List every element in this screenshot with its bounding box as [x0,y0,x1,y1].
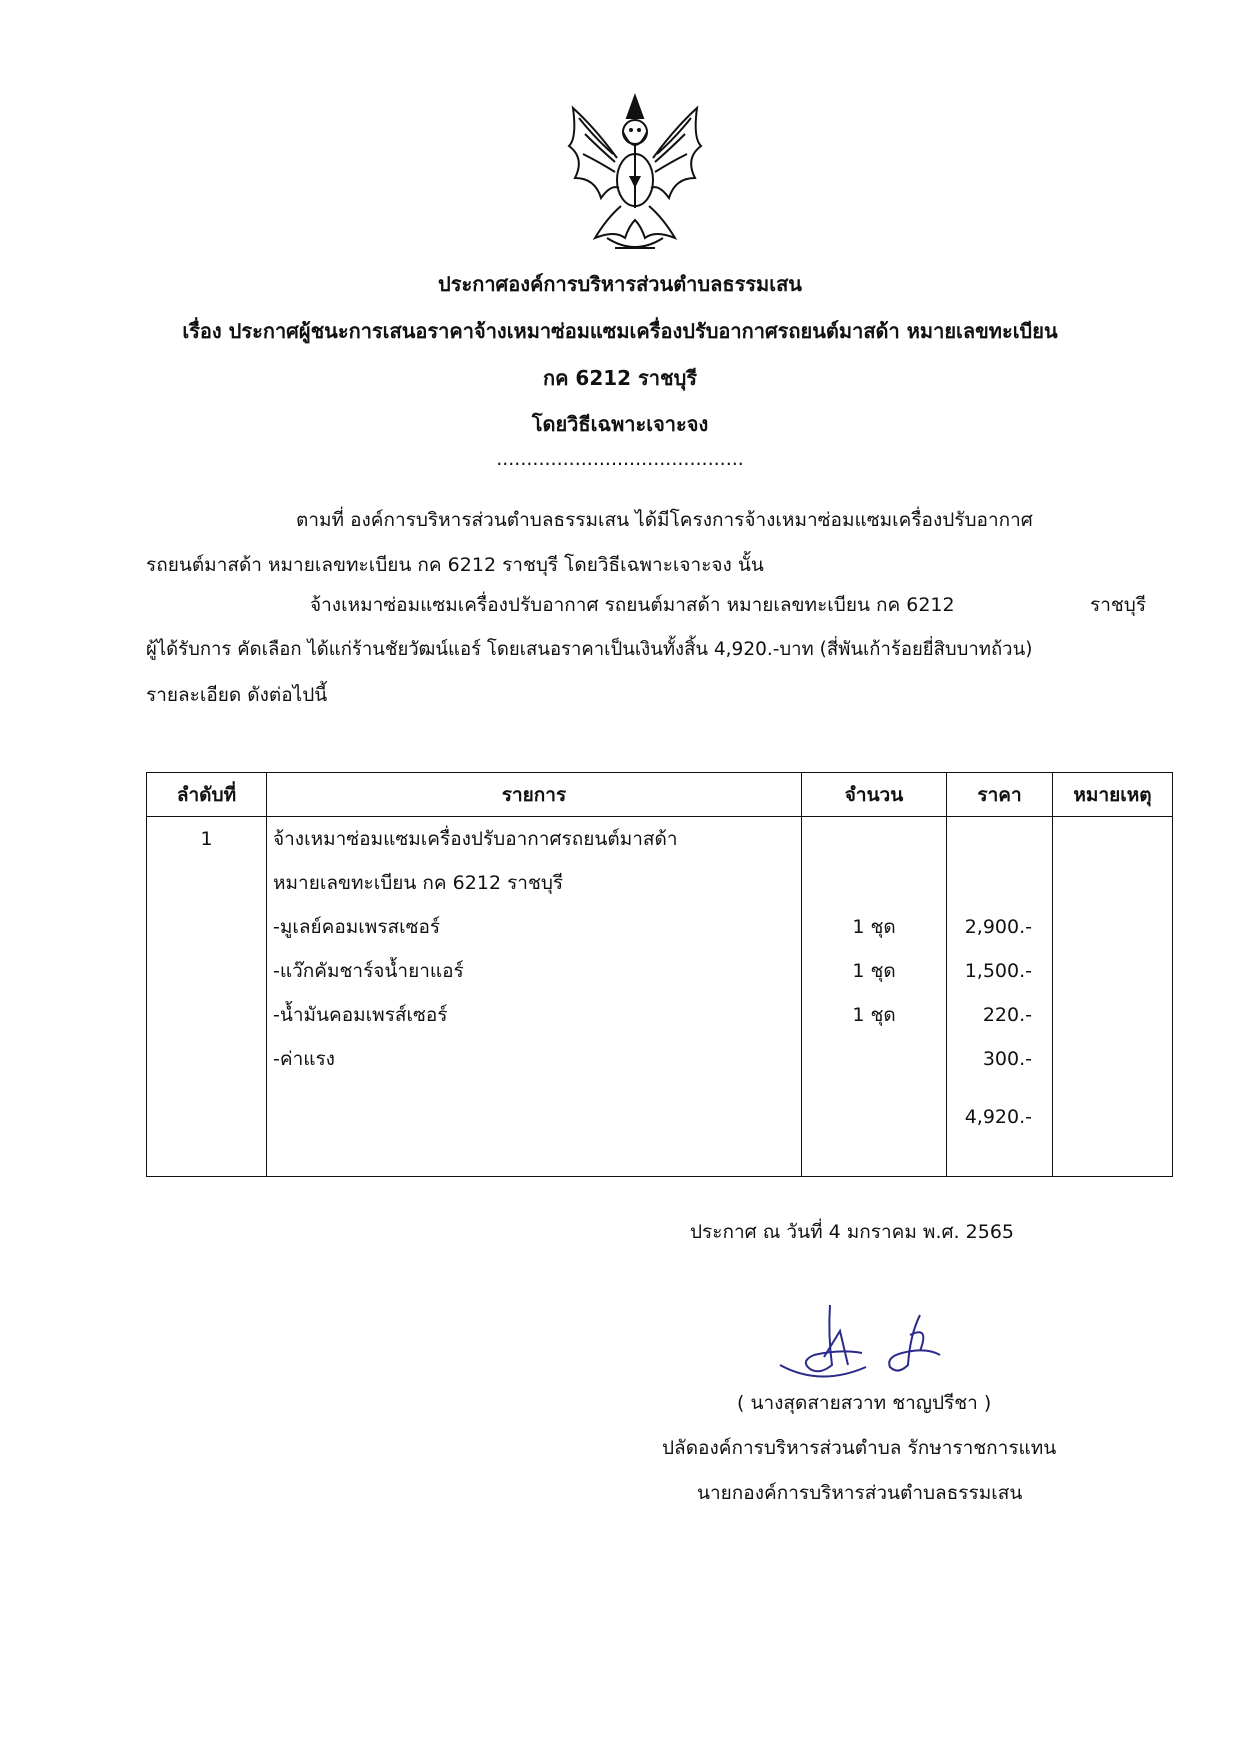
row-title-line-1: จ้างเหมาซ่อมแซมเครื่องปรับอากาศรถยนต์มาสด้า [273,828,678,850]
header-remark: หมายเหตุ [1053,773,1173,817]
subject-line-2: กค 6212 ราชบุรี [542,366,698,390]
signer-title-2: นายกองค์การบริหารส่วนตำบลธรรมเสน [697,1482,1023,1504]
separator-dots: ......................................... [496,448,744,470]
row-price-cell [947,817,1053,1177]
item-qty: 1 ชุด [852,960,896,982]
item-price: 220.- [982,1004,1032,1026]
item-desc: -แว๊กคัมชาร์จน้ำยาแอร์ [273,960,464,982]
paragraph-1-line-1: ตามที่ องค์การบริหารส่วนตำบลธรรมเสน ได้มีโครงการจ้างเหมาซ่อมแซมเครื่องปรับอากาศ [296,509,1033,531]
handwritten-signature [770,1295,980,1395]
paragraph-2-line-3: รายละเอียด ดังต่อไปนี้ [146,684,328,706]
header-qty: จำนวน [802,773,947,817]
table-header-row [147,773,1173,817]
subject-line-3: โดยวิธีเฉพาะเจาะจง [531,412,709,436]
item-price: 2,900.- [964,916,1032,938]
paragraph-1-line-2: รถยนต์มาสด้า หมายเลขทะเบียน กค 6212 ราชบุรี โดยวิธีเฉพาะเจาะจง นั้น [146,554,764,576]
table-row [147,817,1173,1177]
subject-line-1: เรื่อง ประกาศผู้ชนะการเสนอราคาจ้างเหมาซ่อมแซมเครื่องปรับอากาศรถยนต์มาสด้า หมายเลขทะเบียน [182,319,1058,343]
paragraph-2-line-2: ผู้ได้รับการ คัดเลือก ได้แก่ร้านชัยวัฒน์แอร์ โดยเสนอราคาเป็นเงินทั้งสิ้น 4,920.-บาท (สี่พันเก้าร้อยยี่สิบบาทถ้วน) [146,639,1033,660]
header-no: ลำดับที่ [147,773,267,817]
item-desc: -มูเลย์คอมเพรสเซอร์ [273,916,441,938]
price-table [146,772,1173,1177]
garuda-emblem-icon [555,88,715,258]
paragraph-2-line-1-province: ราชบุรี [1090,594,1147,616]
row-title-line-2: หมายเลขทะเบียน กค 6212 ราชบุรี [273,872,564,894]
item-desc: -น้ำมันคอมเพรส์เซอร์ [273,1004,448,1026]
row-no: 1 [200,828,213,850]
total-price: 4,920.- [964,1106,1032,1128]
item-desc: -ค่าแรง [273,1048,335,1070]
row-qty-cell [802,817,947,1177]
item-price: 1,500.- [964,960,1032,982]
signer-name: ( นางสุดสายสวาท ชาญปรีชา ) [737,1392,992,1414]
row-remark-cell [1053,817,1173,1177]
signer-title-1: ปลัดองค์การบริหารส่วนตำบล รักษาราชการแทน [662,1437,1057,1459]
row-no-cell [147,817,267,1177]
org-announcement-title: ประกาศองค์การบริหารส่วนตำบลธรรมเสน [438,272,802,296]
item-qty: 1 ชุด [852,1004,896,1026]
row-desc-cell [267,817,802,1177]
paragraph-2-line-1: จ้างเหมาซ่อมแซมเครื่องปรับอากาศ รถยนต์มาสด้า หมายเลขทะเบียน กค 6212 [310,594,955,616]
announcement-date: ประกาศ ณ วันที่ 4 มกราคม พ.ศ. 2565 [690,1221,1014,1243]
item-qty: 1 ชุด [852,916,896,938]
item-price: 300.- [982,1048,1032,1070]
header-item: รายการ [267,773,802,817]
item-qty [802,1037,946,1081]
header-price: ราคา [947,773,1053,817]
